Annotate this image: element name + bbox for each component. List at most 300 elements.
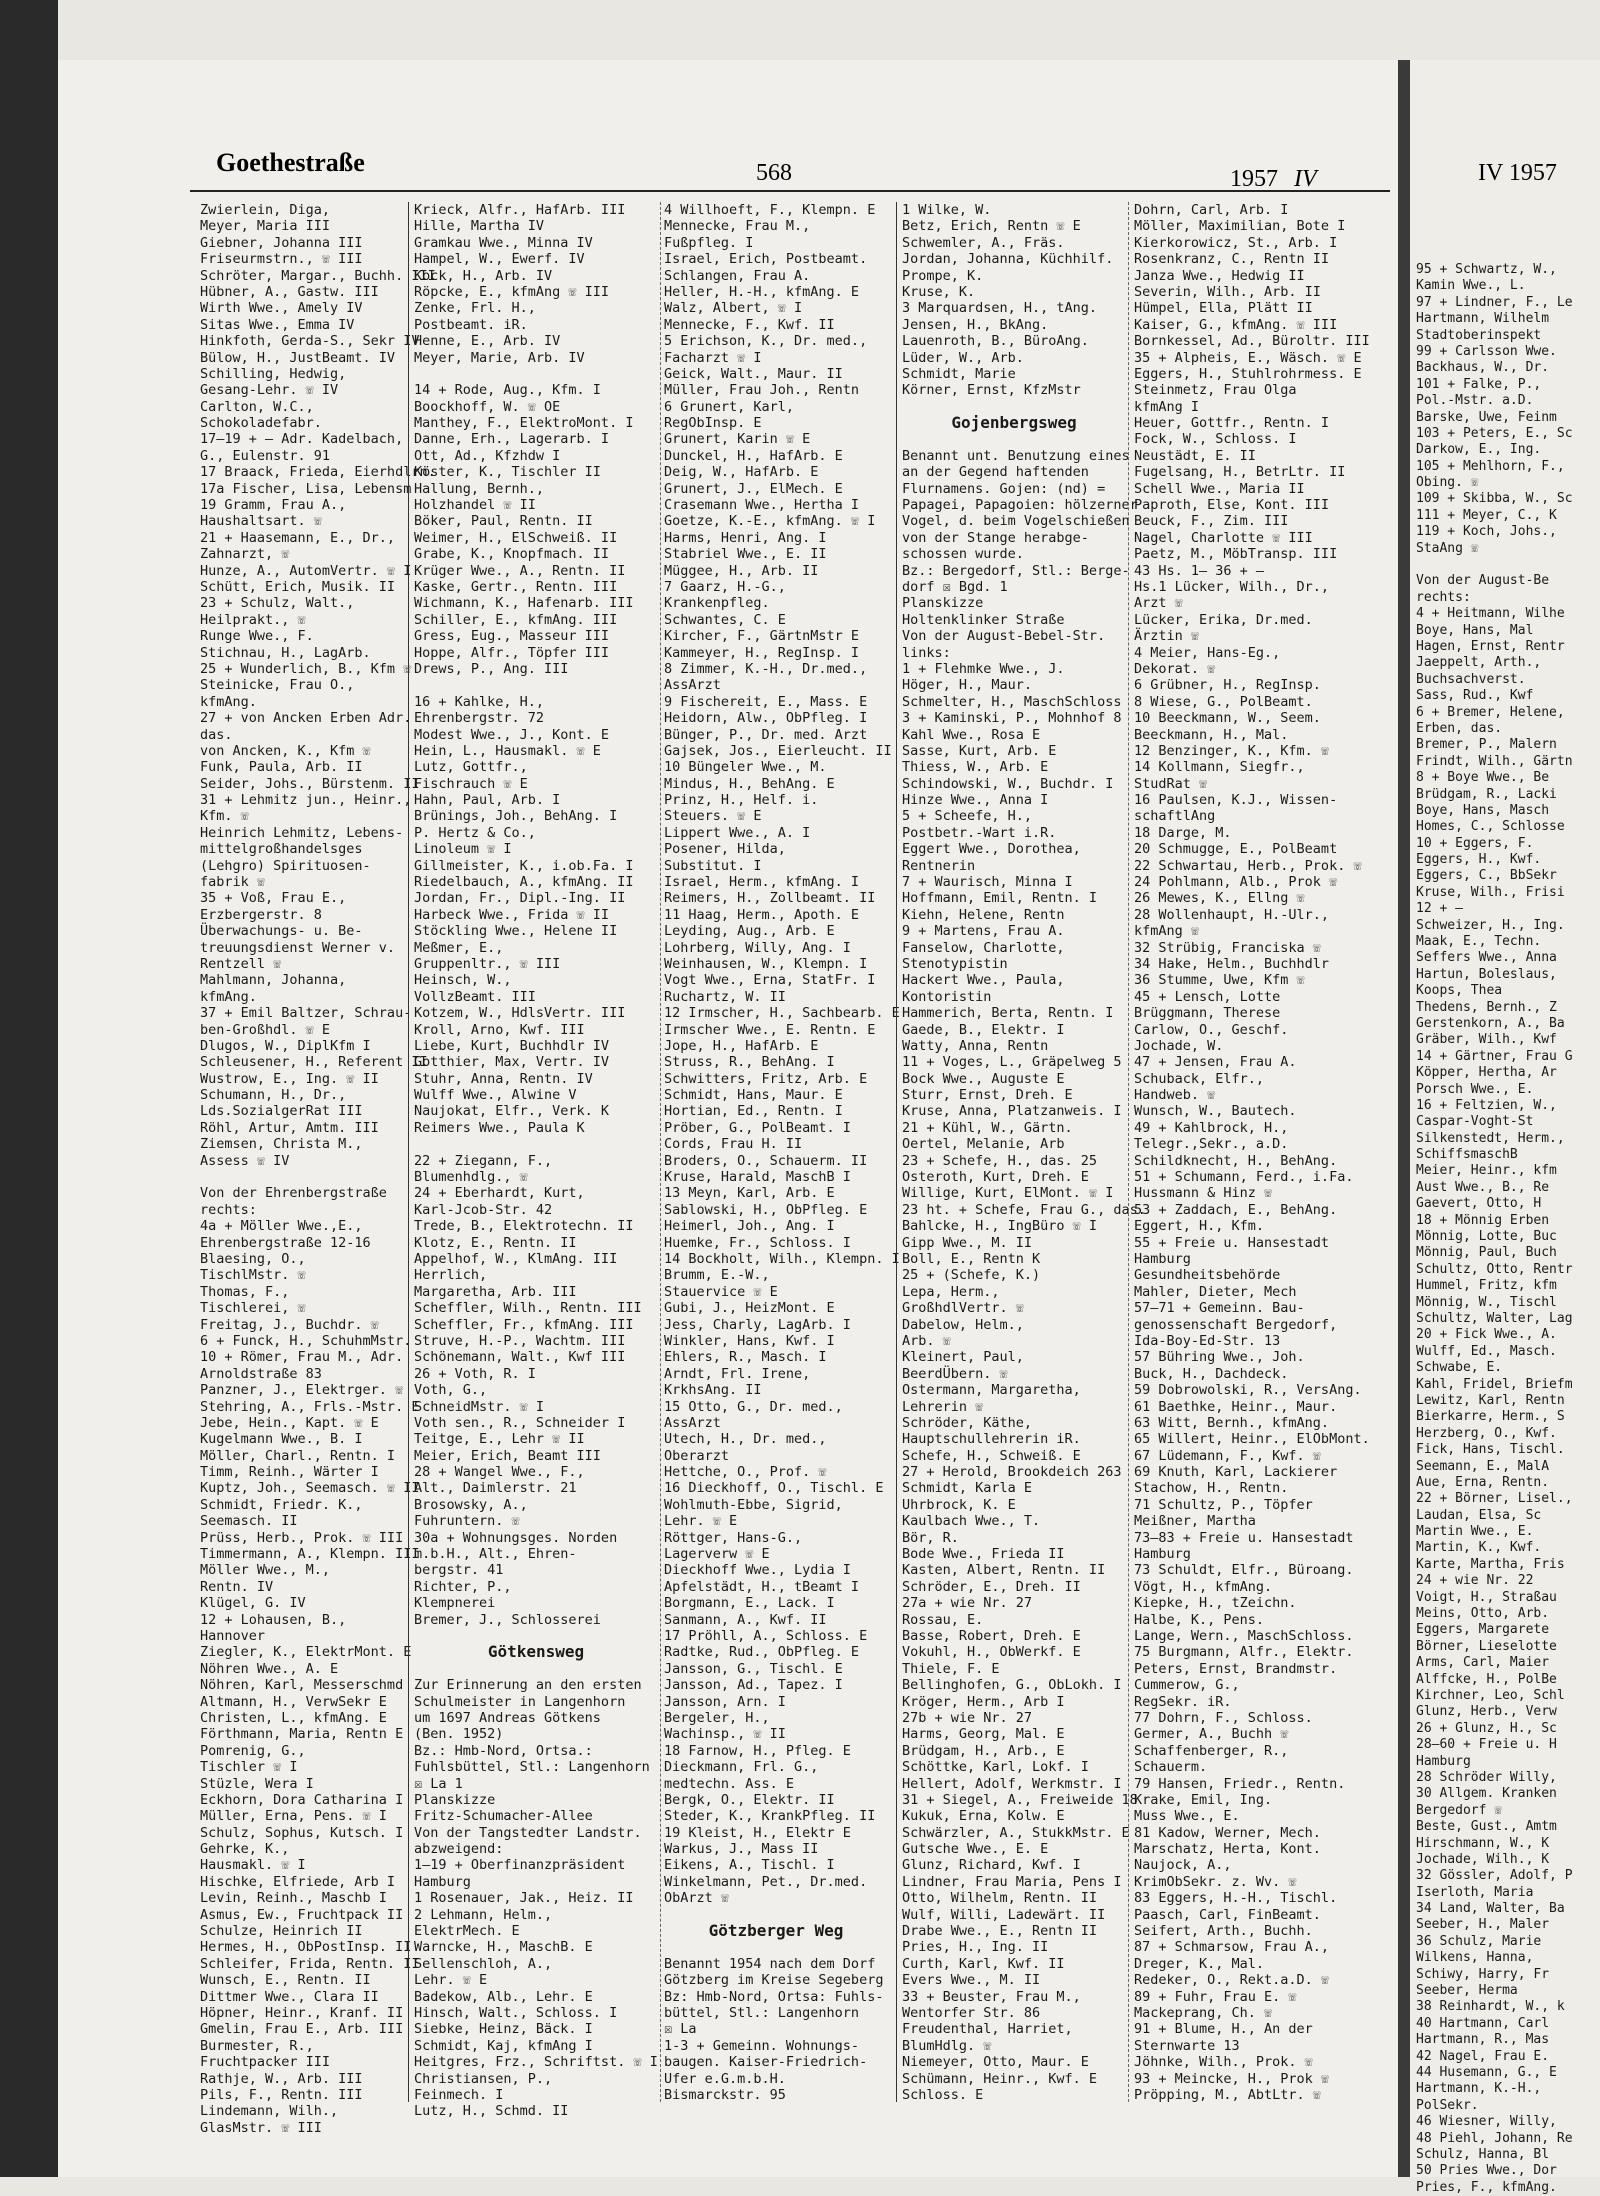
directory-entry-line: KrkhsAng. II: [664, 1382, 762, 1399]
directory-entry-line: Evers Wwe., M. II: [902, 1972, 1041, 1989]
directory-entry-line: ben-Großhdl. ☏ E: [200, 1021, 331, 1038]
directory-entry-line: 12 + Lohausen, B.,: [200, 1611, 347, 1628]
directory-entry-line: 8 + Boye Wwe., Be: [1416, 770, 1550, 786]
directory-entry-line: 42 Nagel, Frau E.: [1416, 2048, 1550, 2064]
column-5: [1134, 202, 1382, 2103]
directory-entry-line: Jöhnke, Wilh., Prok. ☏: [1134, 2054, 1313, 2071]
directory-entry-line: Seeber, H., Maler: [1416, 1917, 1550, 1933]
directory-entry-line: Lepa, Herm.,: [902, 1283, 1000, 1300]
directory-entry-line: Rossau, E.: [902, 1611, 984, 1628]
directory-entry-line: Lutz, Gottfr.,: [414, 759, 528, 776]
directory-entry-line: Heimerl, Joh., Ang. I: [664, 1218, 835, 1235]
directory-entry-line: Maak, E., Techn.: [1416, 934, 1542, 950]
directory-entry-line: Köpper, Hertha, Ar: [1416, 1065, 1557, 1081]
directory-entry-line: Kaske, Gertr., Rentn. III: [414, 578, 618, 595]
directory-entry-line: Schultz, Otto, Rentr: [1416, 1261, 1573, 1277]
directory-entry-line: Hausmakl. ☏ I: [200, 1857, 306, 1874]
directory-entry-line: 7 Gaarz, H.-G.,: [664, 578, 786, 595]
directory-entry-line: Dreger, K., Mal.: [1134, 1955, 1265, 1972]
directory-entry-line: Vokuhl, H., ObWerkf. E: [902, 1644, 1081, 1661]
directory-entry-line: Möller, Maximilian, Bote I: [1134, 218, 1346, 235]
directory-entry-line: Von der August-Be: [1416, 573, 1550, 589]
directory-entry-line: 18 Farnow, H., Pfleg. E: [664, 1742, 851, 1759]
directory-entry-line: 4 Meier, Hans-Eg.,: [1134, 644, 1281, 661]
directory-entry-line: Brumm, E.-W.,: [664, 1267, 770, 1284]
directory-entry-line: Pol.-Mstr. a.D.: [1416, 393, 1534, 409]
directory-entry-line: Drabe Wwe., E., Rentn II: [902, 1923, 1098, 1940]
directory-entry-line: Aue, Erna, Rentn.: [1416, 1474, 1550, 1490]
directory-entry-line: 1 Wilke, W.: [902, 202, 992, 218]
directory-entry-line: Cords, Frau H. II: [664, 1136, 803, 1153]
directory-entry-line: Wulff, Ed., Masch.: [1416, 1343, 1557, 1359]
directory-entry-line: Margaretha, Arb. III: [414, 1283, 577, 1300]
directory-entry-line: dorf ☒ Bgd. 1: [902, 578, 1008, 595]
directory-entry-line: Ziemsen, Christa M.,: [200, 1136, 363, 1153]
directory-entry-line: 17 Pröhll, A., Schloss. E: [664, 1627, 868, 1644]
directory-entry-line: Von der Ehrenbergstraße: [200, 1185, 387, 1202]
directory-entry-line: Modest Wwe., J., Kont. E: [414, 726, 610, 743]
directory-entry-line: links:: [902, 644, 951, 661]
directory-entry-line: (Lehgro) Spirituosen-: [200, 857, 371, 874]
directory-entry-line: Jordan, Fr., Dipl.-Ing. II: [414, 890, 626, 907]
directory-entry-line: 4a + Möller Wwe.,E.,: [200, 1218, 363, 1235]
directory-entry-line: Möller, Charl., Rentn. I: [200, 1447, 396, 1464]
directory-entry-line: 99 + Carlsson Wwe.: [1416, 343, 1557, 359]
directory-entry-line: Pröpping, M., AbtLtr. ☏: [1134, 2086, 1321, 2103]
directory-entry-line: [414, 366, 658, 382]
directory-entry-line: Zenke, Frl. H.,: [414, 300, 536, 317]
directory-entry-line: AssArzt: [664, 677, 721, 694]
directory-entry-line: 81 Kadow, Werner, Mech.: [1134, 1824, 1321, 1841]
directory-entry-line: rechts:: [200, 1201, 257, 1218]
directory-entry-line: Hamburg: [414, 1873, 471, 1890]
directory-entry-line: Seifert, Arth., Buchh.: [1134, 1923, 1313, 1940]
directory-entry-line: 33 + Beuster, Frau M.,: [902, 1988, 1081, 2005]
directory-entry-line: Flurnamens. Gojen: (nd) =: [902, 480, 1106, 497]
directory-entry-line: Grunert, J., ElMech. E: [664, 480, 843, 497]
directory-entry-line: Gesundheitsbehörde: [1134, 1267, 1281, 1284]
directory-entry-line: Schulze, Heinrich II: [200, 1923, 363, 1940]
column-3: [664, 202, 900, 2103]
directory-entry-line: 28 Wollenhaupt, H.-Ulr.,: [1134, 906, 1330, 923]
directory-entry-line: Hirschmann, W., K: [1416, 1835, 1550, 1851]
directory-entry-line: Hackert Wwe., Paula,: [902, 972, 1065, 989]
directory-entry-line: 47 + Jensen, Frau A.: [1134, 1054, 1297, 1071]
directory-entry-line: Levin, Reinh., Maschb I: [200, 1890, 387, 1907]
directory-entry-line: Krüger Wwe., A., Rentn. II: [414, 562, 626, 579]
directory-entry-line: Krake, Emil, Ing.: [1134, 1791, 1273, 1808]
directory-entry-line: Arnoldstraße 83: [200, 1365, 322, 1382]
directory-entry-line: das.: [200, 726, 233, 743]
directory-entry-line: Schröder, Käthe,: [902, 1414, 1033, 1431]
directory-entry-line: Eikens, A., Tischl. I: [664, 1857, 835, 1874]
directory-entry-line: Sass, Rud., Kwf: [1416, 688, 1534, 704]
directory-entry-line: Stabriel Wwe., E. II: [664, 546, 827, 563]
directory-entry-line: Vogt Wwe., Erna, StatFr. I: [664, 972, 876, 989]
directory-entry-line: Niemeyer, Otto, Maur. E: [902, 2054, 1089, 2071]
directory-entry-line: 18 + Mönnig Erben: [1416, 1212, 1550, 1228]
directory-entry-line: Prompe, K.: [902, 267, 984, 284]
directory-entry-line: Zahnarzt, ☏: [200, 546, 290, 563]
directory-entry-line: 30 Allgem. Kranken: [1416, 1786, 1557, 1802]
next-page-fragment: [1410, 60, 1600, 2195]
directory-entry-line: kfmAng.: [200, 988, 257, 1005]
directory-entry-line: Nagel, Charlotte ☏ III: [1134, 529, 1313, 546]
directory-entry-line: Hamburg: [1134, 1251, 1191, 1267]
directory-entry-line: Nöhren Wwe., A. E: [200, 1660, 339, 1677]
directory-entry-line: Heinsch, W.,: [414, 972, 512, 989]
directory-entry-line: Pröber, G., PolBeamt. I: [664, 1119, 851, 1136]
directory-entry-line: BeerdÜbern. ☏: [902, 1365, 1008, 1382]
directory-entry-line: an der Gegend haftenden: [902, 464, 1089, 481]
directory-entry-line: Meißner, Martha: [1134, 1513, 1256, 1530]
directory-entry-line: Hagen, Ernst, Rentr: [1416, 638, 1565, 654]
directory-entry-line: Mahler, Dieter, Mech: [1134, 1283, 1297, 1300]
directory-entry-line: Haushaltsart. ☏: [200, 513, 322, 530]
directory-entry-line: Wilkens, Hanna,: [1416, 1950, 1534, 1966]
directory-entry-line: Kahl, Fridel, Briefm: [1416, 1376, 1573, 1392]
directory-entry-line: 6 + Funck, H., SchuhmMstr.: [200, 1332, 412, 1349]
directory-entry-line: Hettche, O., Prof. ☏: [664, 1464, 827, 1481]
directory-entry-line: Timmermann, A., Klempn. III: [200, 1546, 420, 1563]
directory-entry-line: Jansson, G., Tischl. E: [664, 1660, 843, 1677]
directory-entry-line: Meßmer, E.,: [414, 939, 504, 956]
directory-entry-line: Jochade, W.: [1134, 1037, 1224, 1054]
directory-entry-line: Hille, Martha IV: [414, 218, 545, 235]
directory-entry-line: 71 Schultz, P., Töpfer: [1134, 1496, 1313, 1513]
directory-entry-line: Wustrow, E., Ing. ☏ II: [200, 1070, 379, 1087]
directory-entry-line: 27a + wie Nr. 27: [902, 1595, 1033, 1612]
directory-entry-line: Gesang-Lehr. ☏ IV: [200, 382, 339, 399]
directory-entry-line: [414, 1136, 658, 1152]
directory-entry-line: Thomas, F.,: [200, 1283, 290, 1300]
directory-entry-line: 73—83 + Freie u. Hansestadt: [1134, 1529, 1354, 1546]
directory-entry-line: Telegr.,Sekr., a.D.: [1134, 1136, 1289, 1153]
directory-entry-line: Schloss. E: [902, 2086, 984, 2103]
directory-entry-line: Kiehn, Helene, Rentn: [902, 906, 1065, 923]
directory-entry-line: Hamburg: [1134, 1546, 1191, 1563]
directory-entry-line: 65 Willert, Heinr., ElObMont.: [1134, 1431, 1370, 1448]
directory-entry-line: Peters, Ernst, Brandmstr.: [1134, 1660, 1338, 1677]
directory-entry-line: Trede, B., Elektrotechn. II: [414, 1218, 634, 1235]
directory-entry-line: Kruse, Anna, Platzanweis. I: [902, 1103, 1122, 1120]
directory-entry-line: Hoppe, Alfr., Töpfer III: [414, 644, 610, 661]
directory-entry-line: Schindowski, W., Buchdr. I: [902, 775, 1114, 792]
directory-entry-line: 4 + Heitmann, Wilhe: [1416, 606, 1565, 622]
directory-entry-line: Beuck, F., Zim. III: [1134, 513, 1289, 530]
directory-entry-line: 26 Mewes, K., Ellng ☏: [1134, 890, 1305, 907]
directory-entry-line: Jope, H., HafArb. E: [664, 1037, 819, 1054]
directory-entry-line: Linoleum ☏ I: [414, 841, 512, 858]
directory-entry-line: 103 + Peters, E., Sc: [1416, 425, 1573, 441]
directory-entry-line: Gipp Wwe., M. II: [902, 1234, 1033, 1251]
directory-entry-line: Hartmann, Wilhelm: [1416, 311, 1550, 327]
directory-entry-line: 34 Hake, Helm., Buchhdlr: [1134, 955, 1330, 972]
directory-entry-line: Gutsche Wwe., E. E: [902, 1841, 1049, 1858]
directory-entry-line: Naujokat, Elfr., Verk. K: [414, 1103, 610, 1120]
directory-entry-line: Martin, K., Kwf.: [1416, 1540, 1542, 1556]
directory-entry-line: Rentn. IV: [200, 1578, 274, 1595]
directory-entry-line: Martin Wwe., E.: [1416, 1524, 1534, 1540]
directory-entry-line: Stuhr, Anna, Rentn. IV: [414, 1070, 593, 1087]
directory-entry-line: Goetze, K.-E., kfmAng. ☏ I: [664, 513, 876, 530]
directory-entry-line: Kruse, K.: [902, 283, 976, 300]
directory-entry-line: Kirchner, Leo, Schl: [1416, 1687, 1565, 1703]
directory-entry-line: 67 Lüdemann, F., Kwf. ☏: [1134, 1447, 1321, 1464]
directory-entry-line: Osteroth, Kurt, Dreh. E: [902, 1169, 1089, 1186]
directory-entry-line: Israel, Herm., kfmAng. I: [664, 874, 860, 891]
directory-entry-line: Brüdgam, H., Arb., E: [902, 1742, 1065, 1759]
directory-entry-line: 83 Eggers, H.-H., Tischl.: [1134, 1890, 1338, 1907]
directory-entry-line: Bierkarre, Herm., S: [1416, 1409, 1565, 1425]
directory-entry-line: Borgmann, E., Lack. I: [664, 1595, 835, 1612]
directory-entry-line: ☒ La: [664, 2021, 697, 2038]
directory-entry-line: Gruppenltr., ☏ III: [414, 955, 561, 972]
directory-entry-line: ObArzt ☏: [664, 1890, 730, 1907]
directory-entry-line: Kukuk, Erna, Kolw. E: [902, 1808, 1065, 1825]
directory-entry-line: Klügel, G. IV: [200, 1595, 306, 1612]
directory-entry-line: Altmann, H., VerwSekr E: [200, 1693, 387, 1710]
directory-entry-line: Glunz, Richard, Kwf. I: [902, 1857, 1081, 1874]
directory-entry-line: Voth, G.,: [414, 1382, 488, 1399]
directory-entry-line: Schlangen, Frau A.: [664, 267, 811, 284]
directory-entry-line: Burmester, R.,: [200, 2037, 314, 2054]
directory-entry-line: Zwierlein, Diga,: [200, 202, 331, 218]
directory-entry-line: Severin, Wilh., Arb. II: [1134, 283, 1321, 300]
directory-entry-line: Assess ☏ IV: [200, 1152, 290, 1169]
directory-entry-line: Heilprakt., ☏: [200, 611, 306, 628]
directory-entry-line: Kroll, Arno, Kwf. III: [414, 1021, 585, 1038]
directory-entry-line: Jensen, H., BkAng.: [902, 316, 1049, 333]
directory-entry-line: Handweb. ☏: [1134, 1087, 1216, 1104]
directory-entry-line: 73 Schuldt, Elfr., Büroang.: [1134, 1562, 1354, 1579]
directory-entry-line: 23 + Schefe, H., das. 25: [902, 1152, 1098, 1169]
directory-entry-line: Wachinsp., ☏ II: [664, 1726, 786, 1743]
directory-entry-line: Eggers, Margarete: [1416, 1622, 1550, 1638]
directory-entry-line: 28 Schröder Willy,: [1416, 1769, 1557, 1785]
directory-entry-line: Broders, O., Schauerm. II: [664, 1152, 868, 1169]
directory-entry-line: Fußpfleg. I: [664, 234, 754, 251]
directory-entry-line: Freitag, J., Buchdr. ☏: [200, 1316, 379, 1333]
directory-entry-line: Weimer, H., ElSchweiß. II: [414, 529, 618, 546]
directory-entry-line: Vogel, d. beim Vogelschießen: [902, 513, 1130, 530]
directory-entry-line: Postbeamt. iR.: [414, 316, 528, 333]
directory-entry-line: 111 + Meyer, C., K: [1416, 507, 1557, 523]
directory-entry-line: 32 Strübig, Franciska ☏: [1134, 939, 1321, 956]
directory-entry-line: Erzbergerstr. 8: [200, 906, 322, 923]
directory-entry-line: Sitas Wwe., Emma IV: [200, 316, 355, 333]
directory-entry-line: Eggert Wwe., Dorothea,: [902, 841, 1081, 858]
directory-entry-line: Lehrerin ☏: [902, 1398, 984, 1415]
directory-entry-line: Bremer, P., Malern: [1416, 737, 1557, 753]
directory-entry-line: Appelhof, W., KlmAng. III: [414, 1251, 618, 1267]
directory-entry-line: 24 + Eberhardt, Kurt,: [414, 1185, 585, 1202]
directory-entry-line: kfmAng I: [1134, 398, 1200, 415]
directory-entry-line: Karte, Martha, Fris: [1416, 1556, 1565, 1572]
directory-entry-line: Schwantes, C. E: [664, 611, 786, 628]
directory-entry-line: Lehr. ☏ E: [664, 1513, 738, 1530]
directory-entry-line: 1-3 + Gemeinn. Wohnungs-: [664, 2037, 860, 2054]
directory-entry-line: 23 + Schulz, Walt.,: [200, 595, 355, 612]
directory-entry-line: Bergeler, H.,: [664, 1709, 770, 1726]
directory-entry-line: Sablowski, H., ObPfleg. E: [664, 1201, 868, 1218]
directory-entry-line: Bode Wwe., Frieda II: [902, 1546, 1065, 1563]
directory-entry-line: Lange, Wern., MaschSchloss.: [1134, 1627, 1354, 1644]
directory-entry-line: Alt., Daimlerstr. 21: [414, 1480, 577, 1497]
directory-entry-line: 55 + Freie u. Hansestadt: [1134, 1234, 1330, 1251]
directory-entry-line: Bergedorf ☏: [1416, 1802, 1503, 1818]
directory-entry-line: Fritz-Schumacher-Allee: [414, 1808, 593, 1825]
directory-entry-line: Ehlers, R., Masch. I: [664, 1349, 827, 1366]
directory-entry-line: Überwachungs- u. Be-: [200, 923, 363, 940]
directory-entry-line: Stauervice ☏ E: [664, 1283, 778, 1300]
directory-entry-line: PolSekr.: [1416, 2097, 1479, 2113]
directory-entry-line: RegSekr. iR.: [1134, 1693, 1232, 1710]
directory-entry-line: Hammerich, Berta, Rentn. I: [902, 1005, 1114, 1022]
directory-entry-line: 19 Gramm, Frau A.,: [200, 497, 347, 514]
directory-entry-line: (Ben. 1952): [414, 1726, 504, 1743]
directory-entry-line: Utech, H., Dr. med.,: [664, 1431, 827, 1448]
directory-entry-line: Voigt, H., Straßau: [1416, 1589, 1557, 1605]
directory-entry-line: Porsch Wwe., E.: [1416, 1081, 1534, 1097]
directory-entry-line: 50 Pries Wwe., Dor: [1416, 2163, 1557, 2179]
directory-entry-line: RegObInsp. E: [664, 415, 762, 432]
directory-entry-line: Schweizer, H., Ing.: [1416, 917, 1565, 933]
directory-entry-line: Runge Wwe., F.: [200, 628, 314, 645]
directory-entry-line: 28—60 + Freie u. H: [1416, 1737, 1557, 1753]
directory-entry-line: Fick, Hans, Tischl.: [1416, 1442, 1565, 1458]
directory-entry-line: 32 Gössler, Adolf, P: [1416, 1868, 1573, 1884]
directory-entry-line: Christiansen, P.,: [414, 2070, 553, 2087]
directory-entry-line: Harms, Henri, Ang. I: [664, 529, 827, 546]
directory-entry-line: 22 Schwartau, Herb., Prok. ☏: [1134, 857, 1362, 874]
column-divider: [408, 202, 409, 2102]
directory-entry-line: Jess, Charly, LagArb. I: [664, 1316, 851, 1333]
directory-entry-line: Koops, Thea: [1416, 983, 1503, 999]
street-section-title: Götzberger Weg: [708, 1921, 844, 1941]
directory-entry-line: 1 + Flehmke Wwe., J.: [902, 660, 1065, 677]
directory-entry-line: 49 + Kahlbrock, H.,: [1134, 1119, 1289, 1136]
directory-entry-line: Ärztin ☏: [1134, 628, 1200, 645]
directory-entry-line: 27b + wie Nr. 27: [902, 1709, 1033, 1726]
directory-entry-line: 5 + Scheefe, H.,: [902, 808, 1033, 825]
directory-entry-line: Kiepke, H., tZeichn.: [1134, 1595, 1297, 1612]
directory-entry-line: Boye, Hans, Masch: [1416, 802, 1550, 818]
directory-entry-line: Förthmann, Maria, Rentn E: [200, 1726, 404, 1743]
directory-entry-line: Germer, A., Buchh ☏: [1134, 1726, 1289, 1743]
directory-entry-line: Iserloth, Maria: [1416, 1884, 1534, 1900]
directory-entry-line: Steuers. ☏ E: [664, 808, 762, 825]
directory-entry-line: Timm, Reinh., Wärter I: [200, 1464, 379, 1481]
directory-entry-line: Huemke, Fr., Schloss. I: [664, 1234, 851, 1251]
directory-entry-line: Mindus, H., BehAng. E: [664, 775, 835, 792]
directory-entry-line: 119 + Koch, Johs.,: [1416, 524, 1557, 540]
directory-entry-line: Leyding, Aug., Arb. E: [664, 923, 835, 940]
directory-entry-line: Schaffenberger, R.,: [1134, 1742, 1289, 1759]
directory-entry-line: Lauenroth, B., BüroAng.: [902, 333, 1089, 350]
directory-entry-line: kfmAng.: [200, 693, 257, 710]
column-divider: [660, 202, 661, 2102]
directory-entry-line: Lewitz, Karl, Rentn: [1416, 1392, 1565, 1408]
directory-entry-line: 7 + Waurisch, Minna I: [902, 874, 1073, 891]
directory-entry-line: Holzhandel ☏ II: [414, 497, 536, 514]
directory-entry-line: StaAng ☏: [1416, 540, 1479, 556]
directory-entry-line: Eggers, H., Kwf.: [1416, 852, 1542, 868]
directory-entry-line: Pils, F., Rentn. III: [200, 2086, 363, 2103]
directory-entry-line: 26 + Glunz, H., Sc: [1416, 1720, 1557, 1736]
directory-entry-line: Gehrke, K.,: [200, 1841, 290, 1858]
directory-entry-line: Erben, das.: [1416, 720, 1503, 736]
directory-entry-line: Gräber, Wilh., Kwf: [1416, 1032, 1557, 1048]
directory-entry-line: Cummerow, G.,: [1134, 1677, 1240, 1694]
directory-entry-line: Sturr, Ernst, Dreh. E: [902, 1087, 1073, 1104]
directory-entry-line: Eggers, C., BbSekr: [1416, 868, 1557, 884]
directory-entry-line: 22 + Börner, Lisel.,: [1416, 1491, 1573, 1507]
directory-entry-line: Arb. ☏: [902, 1332, 951, 1349]
directory-entry-line: 16 + Kahlke, H.,: [414, 693, 545, 710]
directory-entry-line: Schmidt, Friedr. K.,: [200, 1496, 363, 1513]
directory-entry-line: Grabe, K., Knopfmach. II: [414, 546, 610, 563]
directory-entry-line: Friseurmstrn., ☏ III: [200, 251, 363, 268]
directory-entry-line: baugen. Kaiser-Friedrich-: [664, 2054, 868, 2071]
directory-entry-line: Silkenstedt, Herm.,: [1416, 1130, 1565, 1146]
directory-entry-line: 10 + Römer, Frau M., Adr.: [200, 1349, 404, 1366]
directory-entry-line: Reimers Wwe., Paula K: [414, 1119, 585, 1136]
directory-entry-line: schaftlAng: [1134, 808, 1216, 825]
directory-entry-line: Kruse, Wilh., Frisi: [1416, 884, 1565, 900]
directory-entry-line: Steinmetz, Frau Olga: [1134, 382, 1297, 399]
directory-entry-line: 14 Kollmann, Siegfr.,: [1134, 759, 1305, 776]
directory-entry-line: Giebner, Johanna III: [200, 234, 363, 251]
directory-entry-line: Dekorat. ☏: [1134, 660, 1216, 677]
directory-entry-line: Gillmeister, K., i.ob.Fa. I: [414, 857, 634, 874]
directory-entry-line: Kircher, F., GärtnMstr E: [664, 628, 860, 645]
directory-entry-line: Rentnerin: [902, 857, 976, 874]
directory-entry-line: Hellert, Adolf, Werkmstr. I: [902, 1775, 1122, 1792]
directory-entry-line: Karl-Jcob-Str. 42: [414, 1201, 553, 1218]
directory-entry-line: Meyer, Marie, Arb. IV: [414, 349, 585, 366]
directory-entry-line: 26 + Voth, R. I: [414, 1365, 536, 1382]
directory-entry-line: Gaede, B., Elektr. I: [902, 1021, 1065, 1038]
street-section-title: Gojenbergsweg: [951, 413, 1077, 433]
directory-entry-line: Höger, H., Maur.: [902, 677, 1033, 694]
directory-entry-line: Ott, Ad., Kfzhdw I: [414, 447, 561, 464]
directory-entry-line: Schöttke, Karl, Lokf. I: [902, 1759, 1089, 1776]
directory-entry-line: Schauerm.: [1134, 1759, 1208, 1776]
directory-entry-line: Schilling, Hedwig,: [200, 365, 347, 382]
directory-entry-line: 12 + —: [1416, 901, 1463, 917]
directory-entry-line: Von der Tangstedter Landstr.: [414, 1824, 642, 1841]
directory-entry-line: Meins, Otto, Arb.: [1416, 1606, 1550, 1622]
directory-entry-line: Glunz, Herb., Verw: [1416, 1704, 1557, 1720]
directory-entry-line: 9 Fischereit, E., Mass. E: [664, 693, 868, 710]
directory-entry-line: Herrlich,: [414, 1267, 488, 1284]
directory-entry-line: 36 Schulz, Marie: [1416, 1933, 1542, 1949]
directory-entry-line: 105 + Mehlhorn, F.,: [1416, 458, 1565, 474]
directory-entry-line: 17 Braack, Frieda, Eierhdlrn.: [200, 464, 436, 481]
directory-entry-line: Lüder, W., Arb.: [902, 349, 1024, 366]
directory-entry-line: Wunsch, E., Rentn. II: [200, 1972, 371, 1989]
directory-entry-line: 51 + Schumann, Ferd., i.Fa.: [1134, 1169, 1354, 1186]
directory-entry-line: Hortian, Ed., Rentn. I: [664, 1103, 843, 1120]
directory-entry-line: Badekow, Alb., Lehr. E: [414, 1988, 593, 2005]
directory-entry-line: Planskizze: [902, 595, 984, 612]
directory-entry-line: Fischrauch ☏ E: [414, 775, 528, 792]
directory-entry-line: AssArzt: [664, 1414, 721, 1431]
directory-entry-line: Schwärzler, A., StukkMstr. E: [902, 1824, 1130, 1841]
directory-entry-line: Ufer e.G.m.b.H.: [664, 2070, 786, 2087]
directory-entry-line: 10 + Eggers, F.: [1416, 835, 1534, 851]
